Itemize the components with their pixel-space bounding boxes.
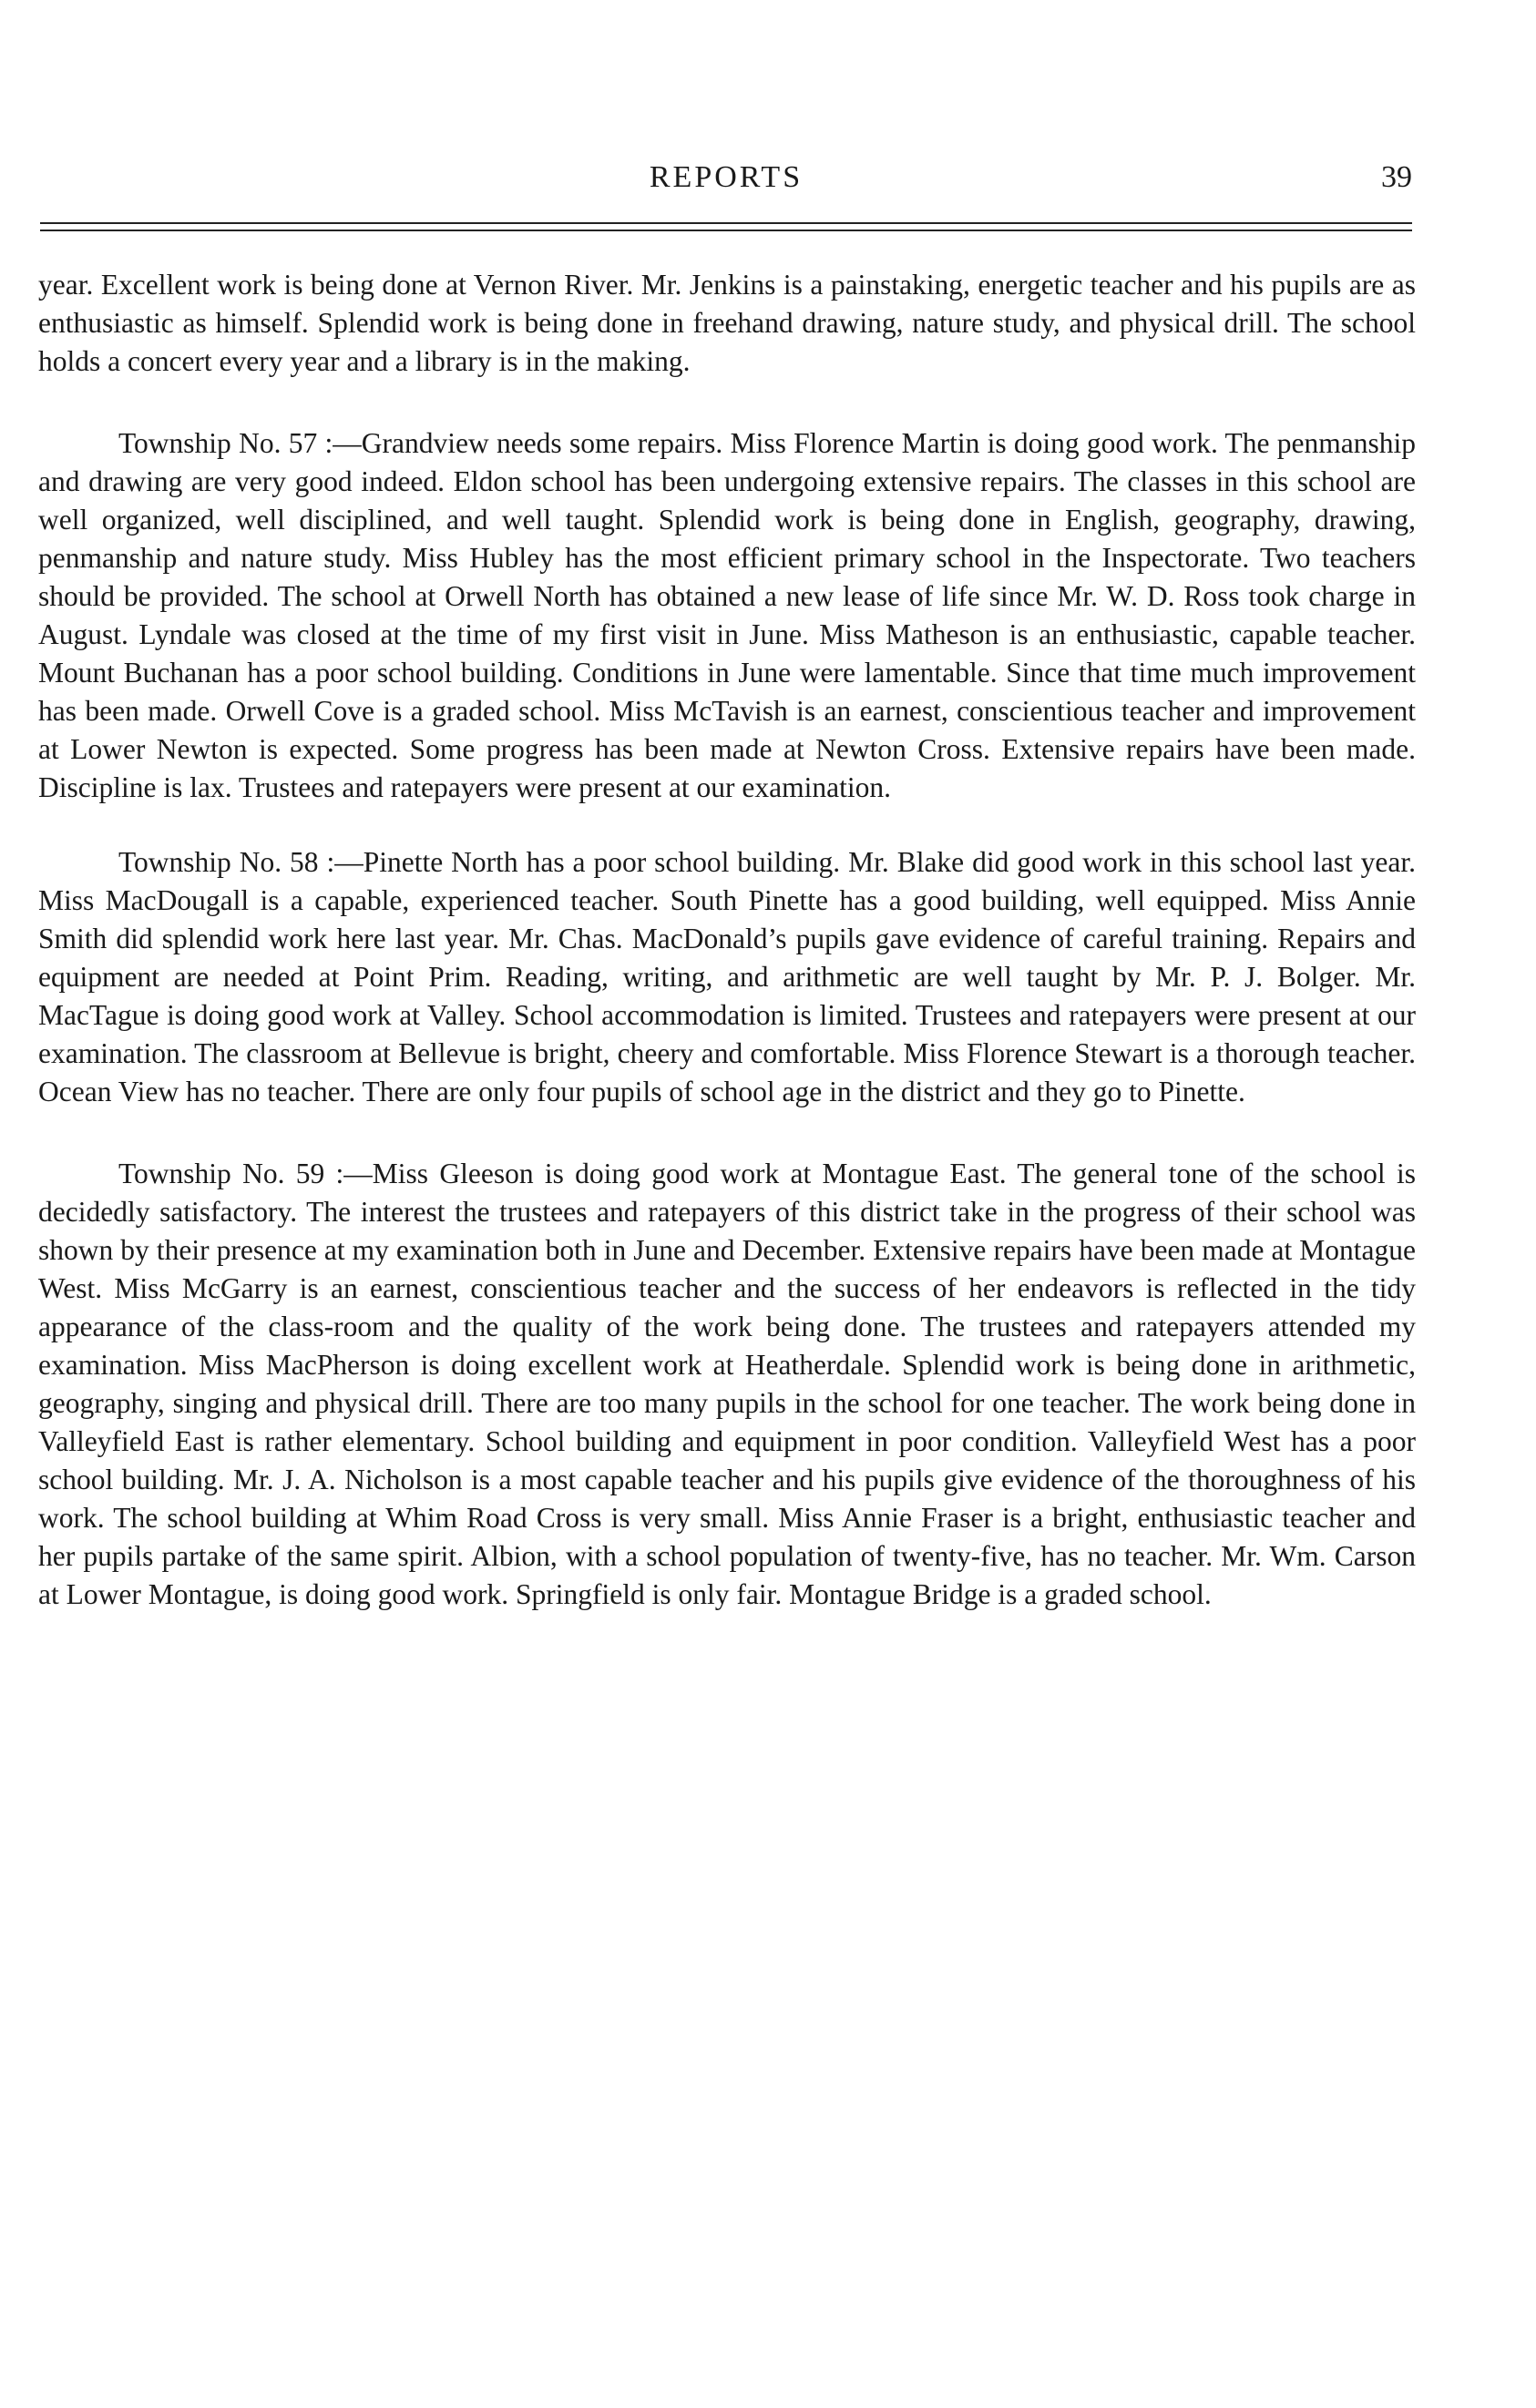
paragraph-township-58: Township No. 58 :—Pinette North has a poor school building. Mr. Blake did good work in this school last year. Miss MacDougall is a capable, experienced teacher. South Pinette has a good building, well equipped. Miss Annie Smith did splendid work here last year. Mr. Chas. MacDonald’s pupils gave evidence of careful training. Repairs and equipment are needed at Point Prim. Reading, writing, and arithmetic are well taught by Mr. P. J. Bolger. Mr. MacTague is doing good work at Valley. School accommodation is limited. Trustees and ratepayers were present at our examination. The classroom at Bellevue is bright, cheery and comfortable. Miss Florence Stewart is a thorough teacher. Ocean View has no teacher. There are only four pupils of school age in the district and they go to Pinette. (38, 846, 1416, 1107)
header-rule-bottom (40, 230, 1412, 231)
running-title: REPORTS (649, 160, 804, 194)
page-header (40, 153, 1412, 199)
paragraph-township-59: Township No. 59 :—Miss Gleeson is doing good work at Montague East. The general tone of the school is decidedly satisfactory. The interest the trustees and ratepayers of this district take in the progress of their school was shown by their presence at my examination both in June and December. Extensive repairs have been made at Montague West. Miss McGarry is an earnest, conscientious teacher and the success of her endeavors is reflected in the tidy appearance of the class-room and the quality of the work being done. The trustees and ratepayers attended my examination. Miss MacPherson is doing excellent work at Heatherdale. Splendid work is being done in arithmetic, geography, singing and physical drill. There are too many pupils in the school for one teacher. The work being done in Valleyfield East is rather elementary. School building and equipment in poor condition. Valleyfield West has a poor school building. Mr. J. A. Nicholson is a most capable teacher and his pupils give evidence of the thoroughness of his work. The school building at Whim Road Cross is very small. Miss Annie Fraser is a bright, enthusiastic teacher and her pupils partake of the same spirit. Albion, with a school population of twenty-five, has no teacher. Mr. Wm. Carson at Lower Montague, is doing good work. Springfield is only fair. Montague Bridge is a graded school. (38, 1158, 1416, 1610)
page-number: 39 (1381, 160, 1412, 194)
report-body (38, 266, 1416, 1614)
header-rule-top (40, 222, 1412, 224)
paragraph-vernon-river-continuation: year. Excellent work is being done at Vernon River. Mr. Jenkins is a painstaking, energetic teacher and his pupils are as enthusiastic as himself. Splendid work is being done in freehand drawing, nature study, and physical drill. The school holds a concert every year and a library is in the making. (38, 269, 1416, 377)
paragraph-township-57: Township No. 57 :—Grandview needs some repairs. Miss Florence Martin is doing good work. The penmanship and drawing are very good indeed. Eldon school has been undergoing extensive repairs. The classes in this school are well organized, well disciplined, and well taught. Splendid work is being done in English, geography, drawing, penmanship and nature study. Miss Hubley has the most efficient primary school in the Inspectorate. Two teachers should be provided. The school at Orwell North has obtained a new lease of life since Mr. W. D. Ross took charge in August. Lyndale was closed at the time of my first visit in June. Miss Matheson is an enthusiastic, capable teacher. Mount Buchanan has a poor school building. Conditions in June were lamentable. Since that time much improvement has been made. Orwell Cove is a graded school. Miss McTavish is an earnest, conscientious teacher and improvement at Lower Newton is expected. Some progress has been made at Newton Cross. Extensive repairs have been made. Discipline is lax. Trustees and ratepayers were present at our examination. (38, 427, 1416, 803)
